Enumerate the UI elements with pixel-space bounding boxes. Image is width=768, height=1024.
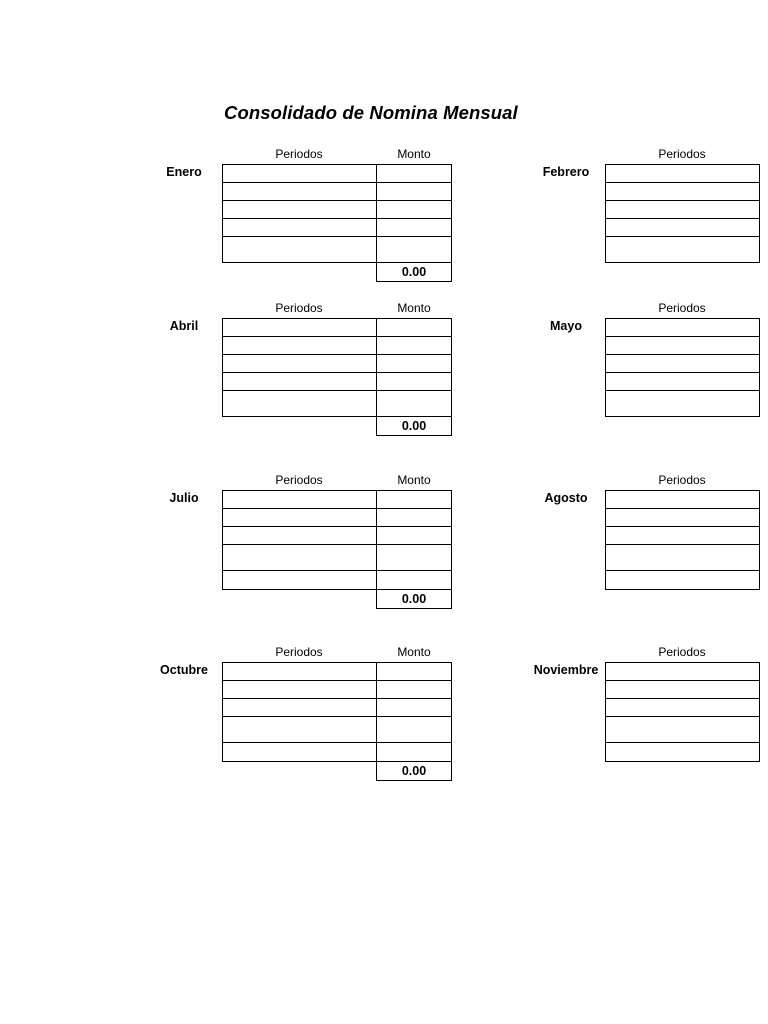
amount-cell[interactable] — [376, 698, 452, 717]
periodos-header: Periodos — [275, 147, 323, 161]
periodos-header: Periodos — [275, 301, 323, 315]
period-cell[interactable] — [605, 336, 760, 355]
period-cell[interactable] — [605, 164, 760, 183]
periodos-header: Periodos — [658, 473, 706, 487]
amount-cell[interactable] — [376, 182, 452, 201]
period-cell[interactable] — [605, 390, 760, 417]
monto-header: Monto — [397, 147, 431, 161]
period-cell[interactable] — [222, 200, 377, 219]
amount-cell[interactable] — [376, 742, 452, 762]
period-cell[interactable] — [222, 390, 377, 417]
period-cell[interactable] — [222, 742, 377, 762]
period-cell[interactable] — [222, 526, 377, 545]
total-cell: 0.00 — [376, 589, 452, 609]
amount-cell[interactable] — [376, 662, 452, 681]
amount-cell[interactable] — [376, 372, 452, 391]
amount-cell[interactable] — [376, 508, 452, 527]
periodos-header: Periodos — [275, 473, 323, 487]
amount-cell[interactable] — [376, 318, 452, 337]
page-title: Consolidado de Nomina Mensual — [224, 102, 518, 123]
period-cell[interactable] — [222, 164, 377, 183]
period-cell[interactable] — [605, 662, 760, 681]
period-cell[interactable] — [222, 680, 377, 699]
periodos-header: Periodos — [658, 301, 706, 315]
period-cell[interactable] — [222, 716, 377, 743]
period-cell[interactable] — [605, 200, 760, 219]
amount-cell[interactable] — [376, 490, 452, 509]
period-cell[interactable] — [605, 570, 760, 590]
period-cell[interactable] — [222, 662, 377, 681]
periodos-header: Periodos — [658, 147, 706, 161]
amount-cell[interactable] — [376, 164, 452, 183]
month-label: Agosto — [544, 491, 588, 505]
period-cell[interactable] — [605, 508, 760, 527]
amount-cell[interactable] — [376, 218, 452, 237]
period-cell[interactable] — [605, 716, 760, 743]
period-cell[interactable] — [605, 544, 760, 571]
period-cell[interactable] — [222, 570, 377, 590]
period-cell[interactable] — [605, 526, 760, 545]
monto-header: Monto — [397, 301, 431, 315]
month-label: Enero — [166, 165, 202, 179]
period-cell[interactable] — [605, 742, 760, 762]
amount-cell[interactable] — [376, 236, 452, 263]
period-cell[interactable] — [222, 236, 377, 263]
amount-cell[interactable] — [376, 680, 452, 699]
period-cell[interactable] — [222, 318, 377, 337]
amount-cell[interactable] — [376, 354, 452, 373]
period-cell[interactable] — [222, 698, 377, 717]
period-cell[interactable] — [222, 336, 377, 355]
periodos-header: Periodos — [658, 645, 706, 659]
period-cell[interactable] — [222, 508, 377, 527]
amount-cell[interactable] — [376, 336, 452, 355]
amount-cell[interactable] — [376, 200, 452, 219]
total-cell: 0.00 — [376, 262, 452, 282]
period-cell[interactable] — [605, 698, 760, 717]
periodos-header: Periodos — [275, 645, 323, 659]
month-label: Julio — [169, 491, 199, 505]
period-cell[interactable] — [222, 218, 377, 237]
total-cell: 0.00 — [376, 761, 452, 781]
amount-cell[interactable] — [376, 570, 452, 590]
total-cell: 0.00 — [376, 416, 452, 436]
month-label: Noviembre — [533, 663, 599, 677]
period-cell[interactable] — [605, 490, 760, 509]
month-label: Abril — [169, 319, 199, 333]
period-cell[interactable] — [222, 182, 377, 201]
period-cell[interactable] — [605, 218, 760, 237]
amount-cell[interactable] — [376, 526, 452, 545]
amount-cell[interactable] — [376, 390, 452, 417]
month-label: Mayo — [550, 319, 582, 333]
amount-cell[interactable] — [376, 716, 452, 743]
period-cell[interactable] — [605, 182, 760, 201]
period-cell[interactable] — [222, 544, 377, 571]
period-cell[interactable] — [605, 680, 760, 699]
period-cell[interactable] — [605, 318, 760, 337]
period-cell[interactable] — [605, 372, 760, 391]
period-cell[interactable] — [605, 236, 760, 263]
period-cell[interactable] — [222, 372, 377, 391]
amount-cell[interactable] — [376, 544, 452, 571]
period-cell[interactable] — [222, 490, 377, 509]
period-cell[interactable] — [222, 354, 377, 373]
month-label: Febrero — [542, 165, 590, 179]
monto-header: Monto — [397, 473, 431, 487]
monto-header: Monto — [397, 645, 431, 659]
month-label: Octubre — [160, 663, 208, 677]
period-cell[interactable] — [605, 354, 760, 373]
